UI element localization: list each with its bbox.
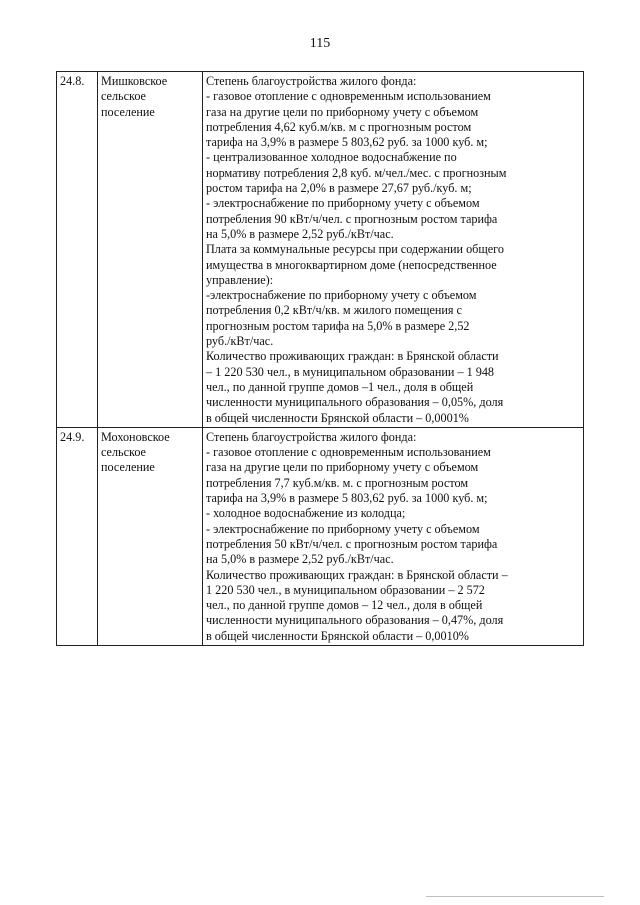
settlements-table xyxy=(56,71,584,646)
settlement-description xyxy=(203,427,584,645)
description-line: - централизованное холодное водоснабжение по xyxy=(206,150,457,165)
description-line: - газовое отопление с одновременным использованием xyxy=(206,445,491,460)
settlement-description xyxy=(203,72,584,428)
settlement-name-line: поселение xyxy=(101,104,155,119)
description-line: нормативу потребления 2,8 куб. м/чел./мес. с прогнозным xyxy=(206,165,507,180)
description-line: - холодное водоснабжение из колодца; xyxy=(206,506,406,521)
description-line: потребления 0,2 кВт/ч/кв. м жилого помещения с xyxy=(206,303,462,318)
description-line: потребления 50 кВт/ч/чел. с прогнозным ростом тарифа xyxy=(206,536,498,551)
table-row xyxy=(57,427,584,645)
description-line: численности муниципального образования – 0,05%, доля xyxy=(206,395,504,410)
description-line: газа на другие цели по приборному учету с объемом xyxy=(206,460,479,475)
settlement-name xyxy=(98,427,203,645)
settlement-name-line: Мишковское xyxy=(101,74,168,88)
description-line: - газовое отопление с одновременным использованием xyxy=(206,89,491,104)
description-line: чел., по данной группе домов – 12 чел., доля в общей xyxy=(206,598,483,613)
row-number: 24.8. xyxy=(57,72,98,428)
description-line: – 1 220 530 чел., в муниципальном образовании – 1 948 xyxy=(206,364,495,379)
description-line: тарифа на 3,9% в размере 5 803,62 руб. за 1000 куб. м; xyxy=(206,491,488,506)
description-line: тарифа на 3,9% в размере 5 803,62 руб. за 1000 куб. м; xyxy=(206,135,488,150)
settlement-name-line: сельское xyxy=(101,89,146,104)
description-line: 1 220 530 чел., в муниципальном образовании – 2 572 xyxy=(206,582,485,597)
table-row xyxy=(57,72,584,428)
description-line: потребления 7,7 куб.м/кв. м. с прогнозным ростом xyxy=(206,475,469,490)
description-line: - электроснабжение по приборному учету с объемом xyxy=(206,196,480,211)
description-line: потребления 90 кВт/ч/чел. с прогнозным ростом тарифа xyxy=(206,211,498,226)
description-line: Степень благоустройства жилого фонда: xyxy=(206,74,417,88)
description-line: -электроснабжение по приборному учету с объемом xyxy=(206,288,477,303)
description-line: численности муниципального образования – 0,47%, доля xyxy=(206,613,504,628)
description-line: газа на другие цели по приборному учету с объемом xyxy=(206,104,479,119)
scan-edge-line xyxy=(426,896,604,897)
settlement-name xyxy=(98,72,203,428)
description-line: - электроснабжение по приборному учету с объемом xyxy=(206,521,480,536)
description-line: имущества в многоквартирном доме (непосредственное xyxy=(206,257,497,272)
description-line: Количество проживающих граждан: в Брянской области – xyxy=(206,567,508,582)
description-line: потребления 4,62 куб.м/кв. м с прогнозным ростом xyxy=(206,119,472,134)
description-line: на 5,0% в размере 2,52 руб./кВт/час. xyxy=(206,226,394,241)
description-line: чел., по данной группе домов –1 чел., доля в общей xyxy=(206,379,474,394)
description-line: управление): xyxy=(206,272,274,287)
description-line: в общей численности Брянской области – 0,0010% xyxy=(206,628,469,643)
description-line: Плата за коммунальные ресурсы при содержании общего xyxy=(206,242,504,257)
description-line: руб./кВт/час. xyxy=(206,334,274,349)
description-line: ростом тарифа на 2,0% в размере 27,67 руб./куб. м; xyxy=(206,181,472,196)
description-line: Количество проживающих граждан: в Брянской области xyxy=(206,349,499,364)
settlement-name-line: Мохоновское xyxy=(101,429,170,444)
description-line: Степень благоустройства жилого фонда: xyxy=(206,429,417,444)
description-line: в общей численности Брянской области – 0,0001% xyxy=(206,410,469,425)
row-number: 24.9. xyxy=(57,427,98,645)
description-line: прогнозным ростом тарифа на 5,0% в размере 2,52 xyxy=(206,318,470,333)
page-number: 115 xyxy=(309,36,331,51)
settlement-name-line: сельское xyxy=(101,445,146,460)
description-line: на 5,0% в размере 2,52 руб./кВт/час. xyxy=(206,552,394,567)
settlement-name-line: поселение xyxy=(101,460,155,475)
